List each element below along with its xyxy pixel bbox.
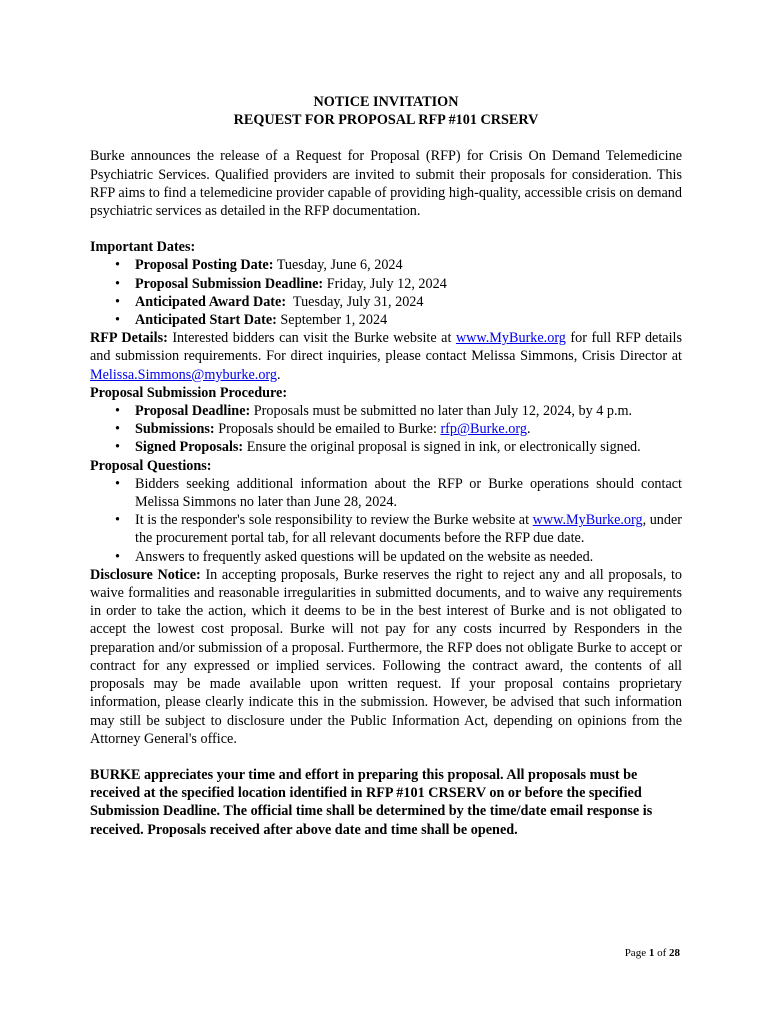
list-item xyxy=(135,438,682,456)
submission-procedure-heading: Proposal Submission Procedure: xyxy=(90,384,288,401)
page-prefix: Page xyxy=(624,947,649,959)
proposal-questions-list xyxy=(90,475,682,566)
date-value: Friday, July 12, 2024 xyxy=(323,275,447,292)
rfp-details-text: Interested bidders can visit the Burke website at xyxy=(167,330,456,347)
list-item xyxy=(135,256,682,274)
item-text: . xyxy=(526,421,531,438)
list-item xyxy=(135,511,682,547)
date-value: Tuesday, July 31, 2024 xyxy=(286,293,424,310)
disclosure-label: Disclosure Notice: xyxy=(90,566,201,583)
document-page xyxy=(90,93,682,839)
date-label: Proposal Posting Date: xyxy=(135,257,274,274)
document-title xyxy=(90,93,682,129)
page-current: 1 xyxy=(648,947,655,959)
title-line-notice: NOTICE INVITATION xyxy=(313,94,459,110)
list-item xyxy=(135,402,682,420)
title-line-rfp: REQUEST FOR PROPOSAL RFP #101 CRSERV xyxy=(233,112,539,129)
rfp-email-link[interactable]: rfp@Burke.org xyxy=(440,421,527,438)
rfp-details-text: for full RFP details and submission requirements. For direct inquiries, please contact Melissa Simmons, Crisis Director at xyxy=(90,330,682,365)
disclosure-text: In accepting proposals, Burke reserves the right to reject any and all proposals, to waive formalities and reasonable irregularities in submitted documents, and to waive any requirements in order to take the action, which it deems to be in the best interest of Burke and is not obligated to accept the lowest cost proposal. Burke will not pay for any costs incurred by Responders in the preparation and/or submission of a proposal. Furthermore, the RFP does not obligate Burke to accept or contract for any expressed or implied services. Following the contract award, the contents of all proposals may be made available upon written request. If your proposal contains proprietary information, please clearly indicate this in the submission. However, be advised that such information may still be subject to disclosure under the Public Information Act, depending on opinions from the Attorney General's office. xyxy=(90,566,682,747)
page-of: of xyxy=(654,947,669,959)
date-label: Anticipated Award Date: xyxy=(135,293,287,310)
item-text: It is the responder's sole responsibility to review the Burke website at xyxy=(135,512,533,529)
rfp-details-label: RFP Details: xyxy=(90,330,168,347)
list-item: • Answers to frequently asked questions will be updated on the website as needed. xyxy=(135,548,682,566)
item-text: , under the procurement portal tab, for all relevant documents before the RFP due date. xyxy=(135,512,682,547)
disclosure-paragraph xyxy=(90,566,682,748)
item-label: Proposal Deadline: xyxy=(135,403,251,420)
item-text: Proposals should be emailed to Burke: xyxy=(214,421,441,438)
list-item xyxy=(135,275,682,293)
rfp-details-text: . xyxy=(277,366,281,383)
page-number xyxy=(625,946,680,960)
item-text: Ensure the original proposal is signed in ink, or electronically signed. xyxy=(243,439,641,456)
date-value: Tuesday, June 6, 2024 xyxy=(273,257,403,274)
list-item: • Bidders seeking additional information about the RFP or Burke operations should contact Melissa Simmons no later than June 28, 2024. xyxy=(135,475,682,511)
website-link[interactable]: www.MyBurke.org xyxy=(455,330,566,347)
submission-procedure-list xyxy=(90,402,682,457)
date-value: September 1, 2024 xyxy=(276,312,388,329)
list-item xyxy=(135,420,682,438)
email-link[interactable]: Melissa.Simmons@myburke.org xyxy=(90,366,277,383)
item-label: Signed Proposals: xyxy=(135,439,244,456)
list-item xyxy=(135,311,682,329)
item-label: Submissions: xyxy=(135,421,215,438)
intro-paragraph: Burke announces the release of a Request for Proposal (RFP) for Crisis On Demand Telemedicine Psychiatric Services. Qualified providers are invited to submit their proposals for consideration. This RFP aims to find a telemedicine provider capable of providing high-quality, accessible crisis on demand psychiatric services as detailed in the RFP documentation. xyxy=(90,148,682,220)
rfp-details-paragraph xyxy=(90,329,682,384)
closing-statement: BURKE appreciates your time and effort in preparing this proposal. All proposals must be received at the specified location identified in RFP #101 CRSERV on or before the specified Submission Deadline. The official time shall be determined by the time/date email response is received. Proposals received after above date and time shall be opened. xyxy=(90,766,653,838)
website-link[interactable]: www.MyBurke.org xyxy=(532,512,643,529)
item-text: Proposals must be submitted no later than July 12, 2024, by 4 p.m. xyxy=(250,403,633,420)
list-item xyxy=(135,293,682,311)
page-total: 28 xyxy=(669,947,680,959)
important-dates-heading: Important Dates: xyxy=(90,239,196,256)
date-label: Proposal Submission Deadline: xyxy=(135,275,324,292)
important-dates-list xyxy=(90,256,682,329)
date-label: Anticipated Start Date: xyxy=(135,312,277,329)
proposal-questions-heading: Proposal Questions: xyxy=(90,457,212,474)
